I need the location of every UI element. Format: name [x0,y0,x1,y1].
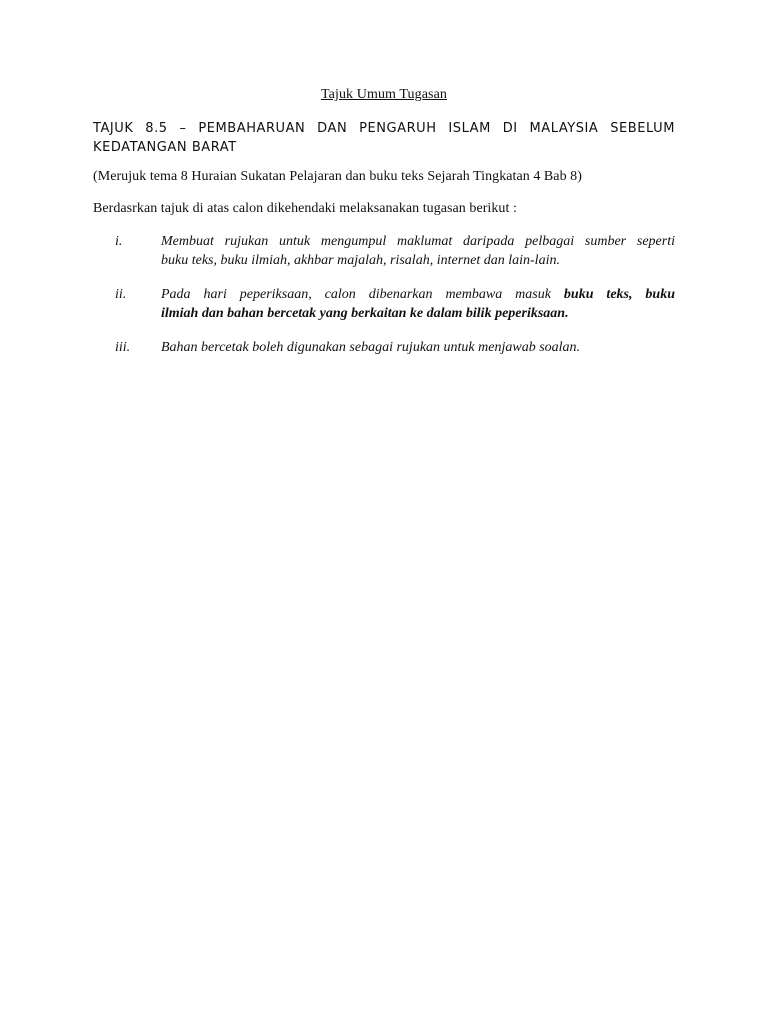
heading-line-2: KEDATANGAN BARAT [93,140,237,155]
list-item-text [161,338,675,357]
reference-note: (Merujuk tema 8 Huraian Sukatan Pelajaran dan buku teks Sejarah Tingkatan 4 Bab 8) [93,169,582,184]
assignment-heading [93,119,675,157]
list-item-number: ii. [115,287,127,302]
list-item-text [161,232,675,270]
heading-line-1: TAJUK 8.5 – PEMBAHARUAN DAN PENGARUH ISLAM DI MALAYSIA SEBELUM [93,121,675,136]
list-item-line: Membuat rujukan untuk mengumpul maklumat daripada pelbagai sumber seperti [161,234,675,249]
list-item-line [161,285,675,304]
document-title: Tajuk Umum Tugasan [320,87,448,102]
list-item-plain-text: Pada hari peperiksaan, calon dibenarkan membawa masuk [161,287,564,302]
list-item-bold-text: buku teks, buku [563,287,676,302]
list-item-number: iii. [115,340,131,355]
list-item-number: i. [115,234,123,249]
instructions-intro: Berdasrkan tajuk di atas calon dikehendaki melaksanakan tugasan berikut : [93,201,517,216]
list-item-line: Bahan bercetak boleh digunakan sebagai rujukan untuk menjawab soalan. [161,340,581,355]
list-item-line: buku teks, buku ilmiah, akhbar majalah, risalah, internet dan lain-lain. [161,253,560,268]
list-item-text [161,285,675,323]
list-item-bold-line: ilmiah dan bahan bercetak yang berkaitan ke dalam bilik peperiksaan. [161,306,569,321]
